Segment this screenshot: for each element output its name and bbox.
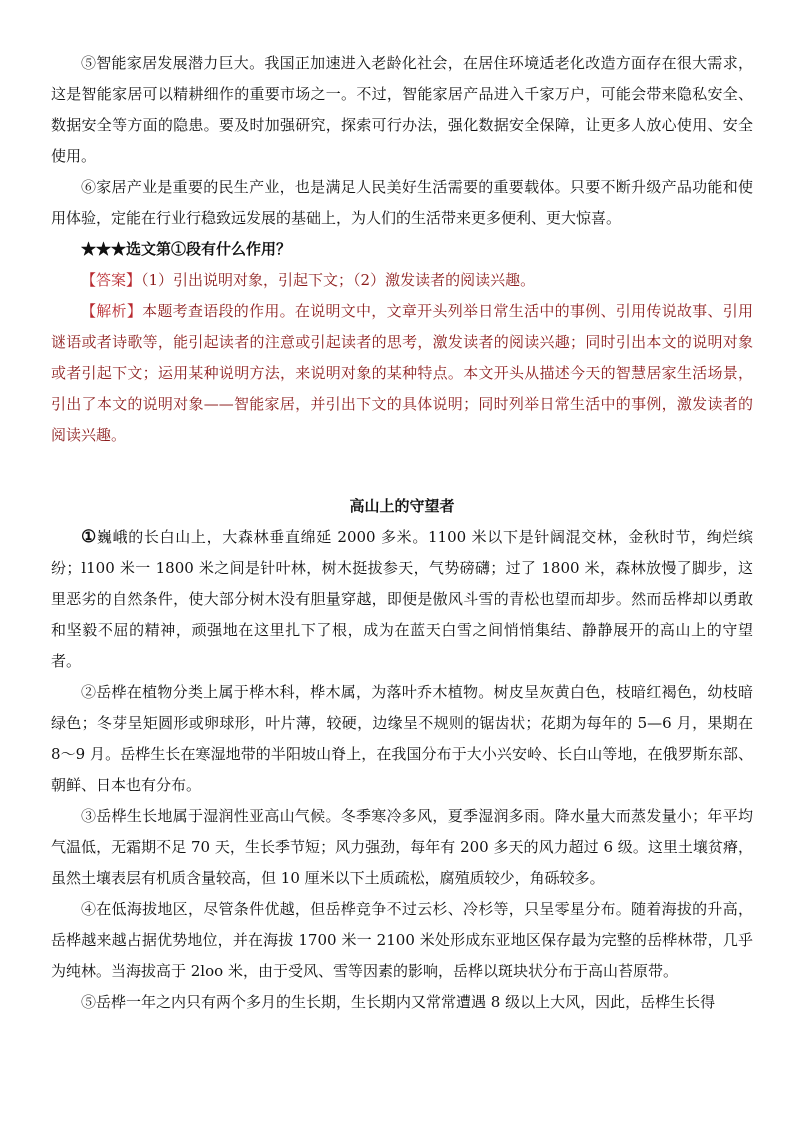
- question: ★★★选文第①段有什么作用？: [81, 240, 292, 258]
- paragraph-6: ⑥家居产业是重要的民生产业，也是满足人民美好生活需要的重要载体。只要不断升级产品功能和使用体验，定能在行业行稳致远发展的基础上，为人们的生活带来更多便利、更大惊喜。: [51, 178, 753, 227]
- paragraph-5: ⑤智能家居发展潜力巨大。我国正加速进入老龄化社会，在居住环境适老化改造方面存在很大需求，这是智能家居可以精耕细作的重要市场之一。不过，智能家居产品进入千家万户，可能会带来隐私安全、数据安全等方面的隐患。要及时加强研究，探索可行办法，强化数据安全保障，让更多人放心使用、安全使用。: [51, 54, 753, 165]
- article-paragraph-1-text: 巍峨的长白山上，大森林垂直绵延 2000 多米。1100 米以下是针阔混交林，金秋时节，绚烂缤纷；l100 米一 1800 米之间是针叶林，树木挺拔参天，气势磅礴；过了 1800 米，森林放慢了脚步，这里恶劣的自然条件，使大部分树木没有胆量穿越，即便是傲风斗雪的青松也望而却步。然而岳桦却以勇敢和坚毅不屈的精神，顽强地在这里扎下了根，成为在蓝天白雪之间悄悄集结、静静展开的高山上的守望者。: [51, 528, 754, 670]
- article-paragraph-4: ④在低海拔地区，尽管条件优越，但岳桦竞争不过云杉、冷杉等，只呈零星分布。随着海拔的升高，岳桦越来越占据优势地位，并在海拔 1700 米一 2100 米处形成东亚地区保存最为完整的岳桦林带，几乎为纯林。当海拔高于 2loo 米，由于受风、雪等因素的影响，岳桦以斑块状分布于高山苔原带。: [51, 900, 753, 980]
- article-paragraph-5: ⑤岳桦一年之内只有两个多月的生长期，生长期内又常常遭遇 8 级以上大风，因此，岳桦生长得: [81, 993, 716, 1011]
- analysis-tag: 【解析】: [81, 302, 143, 320]
- paragraph-number: ①: [81, 527, 97, 547]
- section-gap: [51, 451, 753, 491]
- answer-text: （1）引出说明对象，引起下文；（2）激发读者的阅读兴趣。: [141, 271, 536, 289]
- analysis: [51, 296, 753, 451]
- article-paragraph-2: ②岳桦在植物分类上属于桦木科，桦木属，为落叶乔木植物。树皮呈灰黄白色，枝暗红褐色，幼枝暗绿色；冬芽呈矩圆形或卵球形，叶片薄，较硬，边缘呈不规则的锯齿状；花期为每年的 5—6 月，果期在 8～9 月。岳桦生长在寒湿地带的半阳坡山脊上，在我国分布于大小兴安岭、长白山等地，在俄罗斯东部、朝鲜、日本也有分布。: [51, 683, 753, 794]
- article-paragraph-1: [51, 522, 753, 677]
- article-paragraph-3: ③岳桦生长地属于湿润性亚高山气候。冬季寒冷多风，夏季湿润多雨。降水量大而蒸发量小；年平均气温低，无霜期不足 70 天，生长季节短；风力强劲，每年有 200 多天的风力超过 6 级。这里土壤贫瘠，虽然土壤表层有机质含量较高，但 10 厘米以下土质疏松，腐殖质较少，角砾较多。: [51, 807, 753, 887]
- document-page: [51, 48, 753, 1018]
- article-title: 高山上的守望者: [349, 497, 455, 515]
- analysis-text: 本题考查语段的作用。在说明文中，文章开头列举日常生活中的事例、引用传说故事、引用谜语或者诗歌等，能引起读者的注意或引起读者的思考，激发读者的阅读兴趣；同时引出本文的说明对象或者引起下文；运用某种说明方法，来说明对象的某种特点。本文开头从描述今天的智慧居家生活场景，引出了本文的说明对象——智能家居，并引出下文的具体说明；同时列举日常生活中的事例，激发读者的阅读兴趣。: [51, 302, 753, 444]
- answer-tag: 【答案】: [81, 271, 142, 289]
- answer: [51, 265, 753, 296]
